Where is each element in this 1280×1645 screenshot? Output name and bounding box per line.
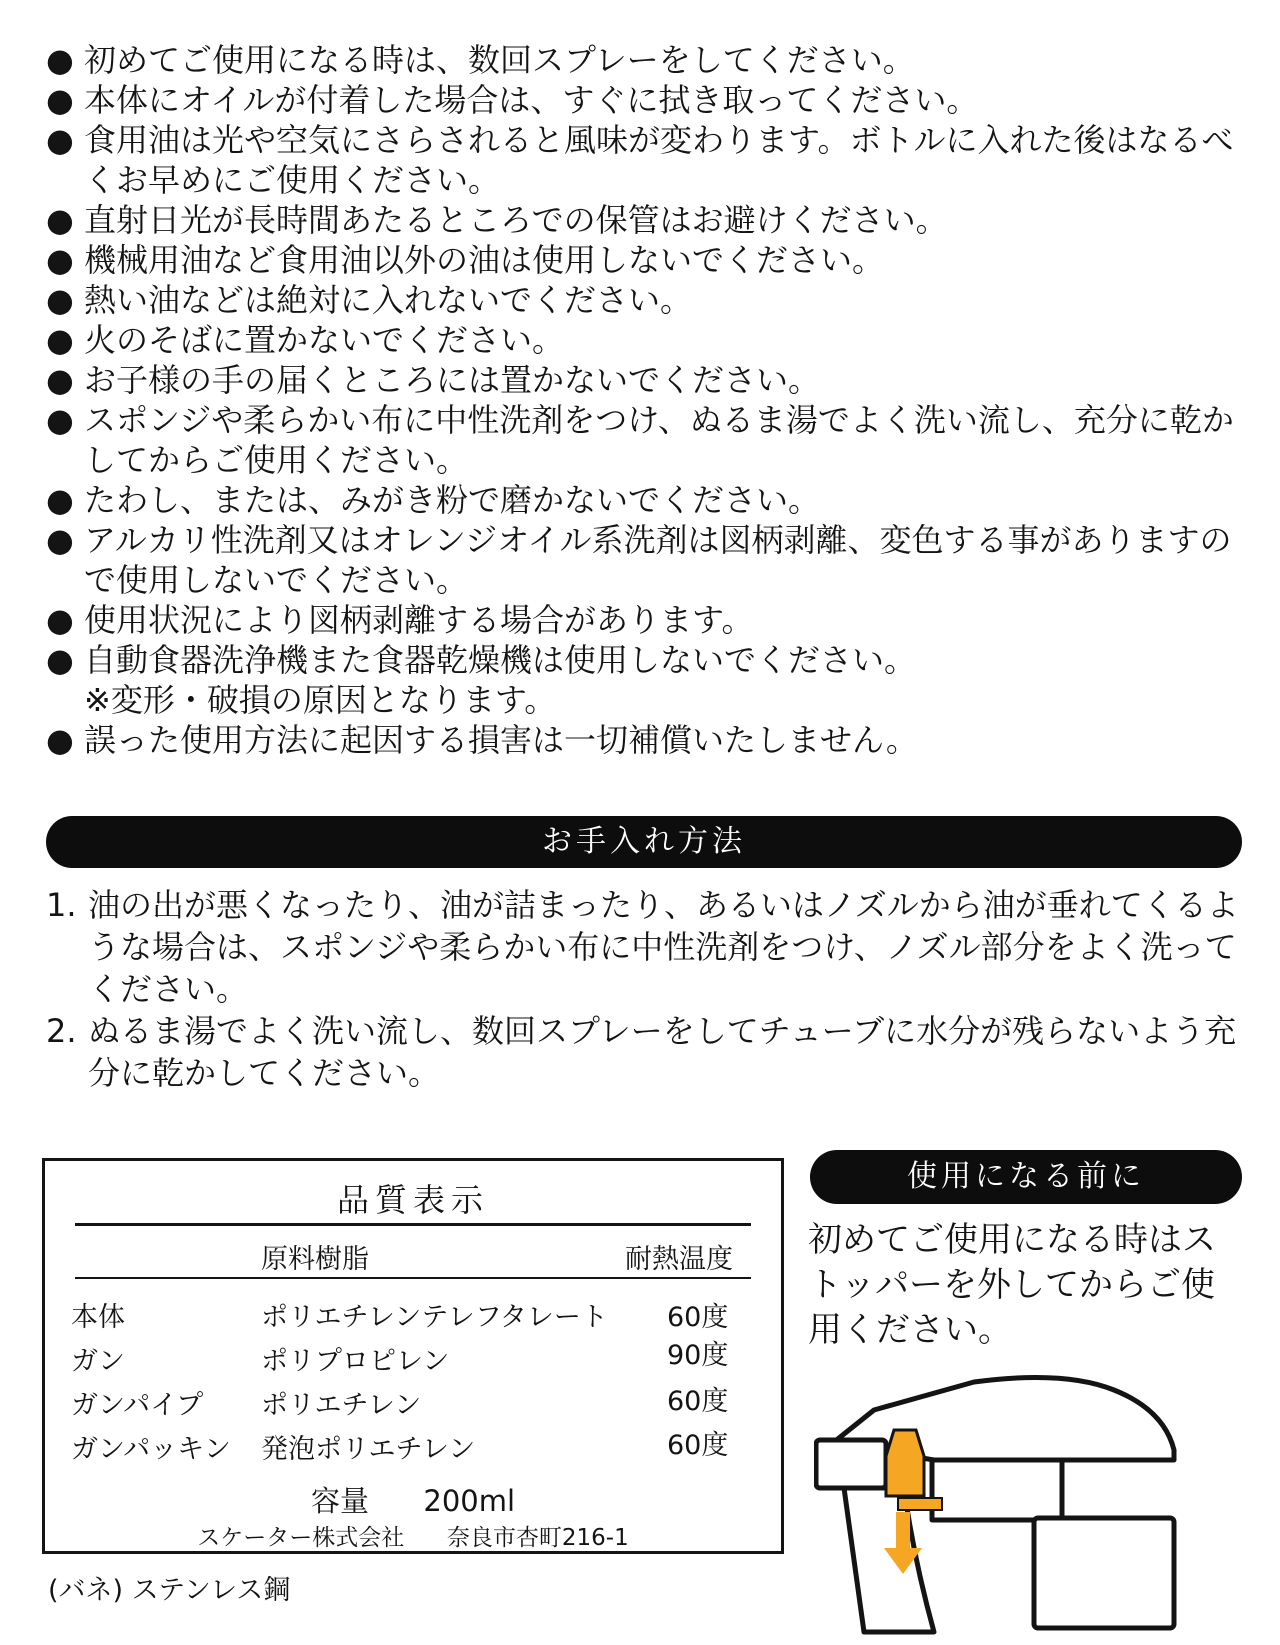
company-name: スケーター株式会社 <box>197 1525 405 1551</box>
bullet: ● <box>46 481 74 519</box>
before-use-text: 初めてご使用になる時はストッパーを外してからご使用ください。 <box>808 1220 1216 1350</box>
caution-list <box>46 40 1246 760</box>
caution-text: 誤った使用方法に起因する損害は一切補償いたしません。 <box>84 721 918 759</box>
caution-item <box>46 280 1246 320</box>
caution-text: 自動食器洗浄機また食器乾燥機は使用しないでください。 <box>84 641 917 679</box>
bullet: ● <box>46 241 74 279</box>
caution-text: お子様の手の届くところには置かないでください。 <box>84 361 821 399</box>
caution-text: 使用状況により図柄剥離する場合があります。 <box>84 601 754 639</box>
caution-text: ※変形・破損の原因となります。 <box>84 681 557 719</box>
caution-item <box>46 120 1246 200</box>
caution-text: スポンジや柔らかい布に中性洗剤をつけ、ぬるま湯でよく洗い流し、充分に乾かしてからご使用ください。 <box>84 401 1234 479</box>
caution-text: 火のそばに置かないでください。 <box>84 321 565 359</box>
company-address: 奈良市杏町216-1 <box>446 1525 629 1551</box>
step-text: ぬるま湯でよく洗い流し、数回スプレーをしてチューブに水分が残らないよう充分に乾かしてください。 <box>88 1012 1237 1092</box>
heat-value: 60度 <box>667 1430 729 1461</box>
step-number: 1. <box>46 886 77 924</box>
divider <box>75 1223 751 1226</box>
caution-text: アルカリ性洗剤又はオレンジオイル系洗剤は図柄剥離、変色する事がありますので使用しないでください。 <box>84 521 1232 599</box>
care-steps <box>46 884 1246 1094</box>
step-text: 油の出が悪くなったり、油が詰まったり、あるいはノズルから油が垂れてくるような場合は、スポンジや柔らかい布に中性洗剤をつけ、ノズル部分をよく洗ってください。 <box>88 886 1239 1008</box>
bullet: ● <box>46 401 74 439</box>
material-header: 原料樹脂 <box>261 1244 369 1275</box>
caution-text: 食用油は光や空気にさらされると風味が変わります。ボトルに入れた後はなるべくお早めにご使用ください。 <box>84 121 1234 199</box>
bullet: ● <box>46 281 74 319</box>
spray-trigger-illustration <box>814 1360 1234 1635</box>
bullet: ● <box>46 601 74 639</box>
before-use-banner: 使用になる前に <box>810 1150 1242 1204</box>
caution-item <box>46 600 1246 640</box>
bullet: ● <box>46 521 74 559</box>
caution-item <box>46 200 1246 240</box>
caution-item <box>46 240 1246 280</box>
caution-item <box>46 320 1246 360</box>
caution-text: 機械用油など食用油以外の油は使用しないでください。 <box>84 241 885 279</box>
caution-item <box>46 520 1246 600</box>
caution-note <box>46 680 1246 720</box>
heat-value: 60度 <box>667 1302 729 1333</box>
bullet: ● <box>46 361 74 399</box>
caution-text: 本体にオイルが付着した場合は、すぐに拭き取ってください。 <box>84 81 979 119</box>
care-step <box>46 1010 1246 1094</box>
caution-text: 直射日光が長時間あたるところでの保管はお避けください。 <box>84 201 948 239</box>
divider <box>75 1277 751 1279</box>
heat-header: 耐熱温度 <box>625 1244 733 1275</box>
caution-text: 初めてご使用になる時は、数回スプレーをしてください。 <box>84 41 915 79</box>
part-name: ガンパッキン <box>71 1434 231 1465</box>
caution-item <box>46 80 1246 120</box>
quality-label-box <box>42 1158 784 1554</box>
care-banner: お手入れ方法 <box>46 816 1242 868</box>
capacity-label: 容量 <box>310 1484 369 1518</box>
caution-item <box>46 480 1246 520</box>
bullet: ● <box>46 121 74 159</box>
bullet: ● <box>46 321 74 359</box>
caution-item <box>46 360 1246 400</box>
capacity-line <box>45 1479 781 1520</box>
material-name: ポリプロピレン <box>261 1346 450 1377</box>
caution-item <box>46 720 1246 760</box>
material-name: 発泡ポリエチレン <box>261 1434 476 1465</box>
quality-title: 品質表示 <box>336 1181 489 1219</box>
capacity-value: 200ml <box>423 1484 516 1518</box>
caution-item <box>46 400 1246 480</box>
care-step <box>46 884 1246 1010</box>
material-name: ポリエチレン <box>261 1390 422 1421</box>
caution-text: 熱い油などは絶対に入れないでください。 <box>84 281 693 319</box>
heat-value: 60度 <box>667 1386 729 1417</box>
nozzle-shape <box>816 1440 886 1488</box>
part-name: ガンパイプ <box>71 1390 204 1421</box>
material-name: ポリエチレンテレフタレート <box>261 1302 608 1333</box>
caution-item <box>46 40 1246 80</box>
caution-item <box>46 640 1246 680</box>
step-number: 2. <box>46 1012 77 1050</box>
cap-shape <box>1034 1518 1174 1628</box>
bullet: ● <box>46 81 74 119</box>
bullet: ● <box>46 721 74 759</box>
bullet: ● <box>46 201 74 239</box>
bullet <box>46 680 84 720</box>
part-name: 本体 <box>71 1302 125 1333</box>
company-line <box>45 1519 781 1552</box>
bullet: ● <box>46 41 74 79</box>
spring-material-note: (バネ) ステンレス鋼 <box>48 1575 291 1606</box>
bullet: ● <box>46 641 74 679</box>
heat-value: 90度 <box>667 1340 729 1371</box>
neck-shape <box>932 1460 1062 1520</box>
part-name: ガン <box>71 1346 125 1377</box>
caution-text: たわし、または、みがき粉で磨かないでください。 <box>84 481 821 519</box>
